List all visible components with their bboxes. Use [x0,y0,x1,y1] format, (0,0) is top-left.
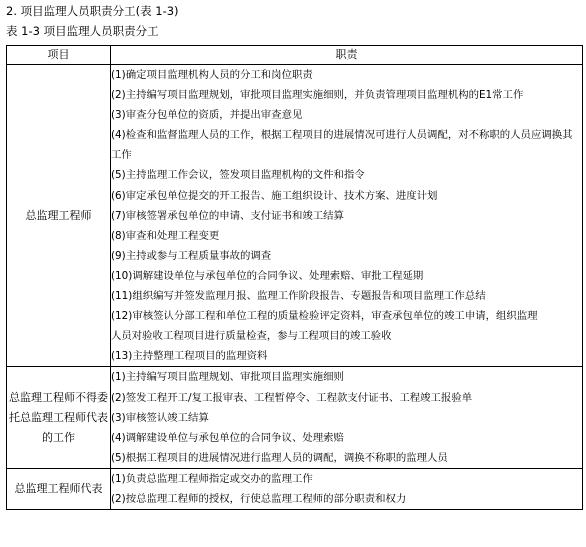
duty-item: (2)签发工程开工/复工报审表、工程暂停令、工程款支付证书、工程竣工报验单 [111,391,473,404]
table-header-row [7,46,583,65]
table-row [7,367,583,468]
duty-item: (2)按总监理工程师的授权，行使总监理工程师的部分职责和权力 [111,492,407,505]
duty-item: (2)主持编写项目监理规划，审批项目监理实施细则，并负责管理项目监理机构的E1常工作 [111,89,524,102]
duty-item: (8)审查和处理工程变更 [111,229,220,242]
duty-item: 人员对验收工程项目进行质量检查，参与工程项目的竣工验收 [111,330,392,343]
duty-item: (9)主持或参与工程质量事故的调查 [111,249,272,262]
duties-cell [111,367,583,468]
duty-item: (6)审定承包单位提交的开工报告、施工组织设计、技术方案、进度计划 [111,189,438,202]
duty-item: (13)主持整理工程项目的监理资料 [111,350,268,363]
role-cell: 总监理工程师不得委托总监理工程师代表的工作 [7,367,111,468]
duty-item: (3)审查分包单位的资质，并提出审查意见 [111,109,303,122]
duty-item: (11)组织编写并签发监理月报、监理工作阶段报告、专题报告和项目监理工作总结 [111,290,486,303]
duty-item: (1)确定项目监理机构人员的分工和岗位职责 [111,69,313,81]
duty-item: (3)审核签认竣工结算 [111,411,209,424]
table-caption: 表 1-3 项目监理人员职责分工 [6,24,159,38]
table-row [7,65,583,367]
column-header-item: 项目 [7,46,111,65]
duty-item: (12)审核签认分部工程和单位工程的质量检验评定资料，审查承包单位的竣工申请，组织监理 [111,310,538,323]
duty-item: (1)主持编写项目监理规划、审批项目监理实施细则 [111,371,344,384]
duty-item: (7)审核签署承包单位的申请、支付证书和竣工结算 [111,209,344,222]
column-header-duties: 职责 [111,46,583,65]
duty-table [6,45,583,510]
duty-item: (5)根据工程项目的进展情况进行监理人员的调配，调换不称职的监理人员 [111,451,448,464]
duty-item: (5)主持监理工作会议，签发项目监理机构的文件和指令 [111,169,365,182]
duty-item: (1)负责总监理工程师指定或交办的监理工作 [111,472,313,485]
duty-item: (4)调解建设单位与承包单位的合同争议、处理索赔 [111,431,344,444]
duty-item: (10)调解建设单位与承包单位的合同争议、处理索赔、审批工程延期 [111,269,424,282]
table-row [7,468,583,509]
role-cell: 总监理工程师代表 [7,468,111,509]
duty-item: (4)检查和监督监理人员的工作，根据工程项目的进展情况可进行人员调配，对不称职的人员应调换其工作 [111,129,573,162]
section-heading: 2. 项目监理人员职责分工(表 1-3) [6,4,179,18]
duties-cell [111,65,583,367]
duties-cell [111,468,583,509]
role-cell: 总监理工程师 [7,65,111,367]
